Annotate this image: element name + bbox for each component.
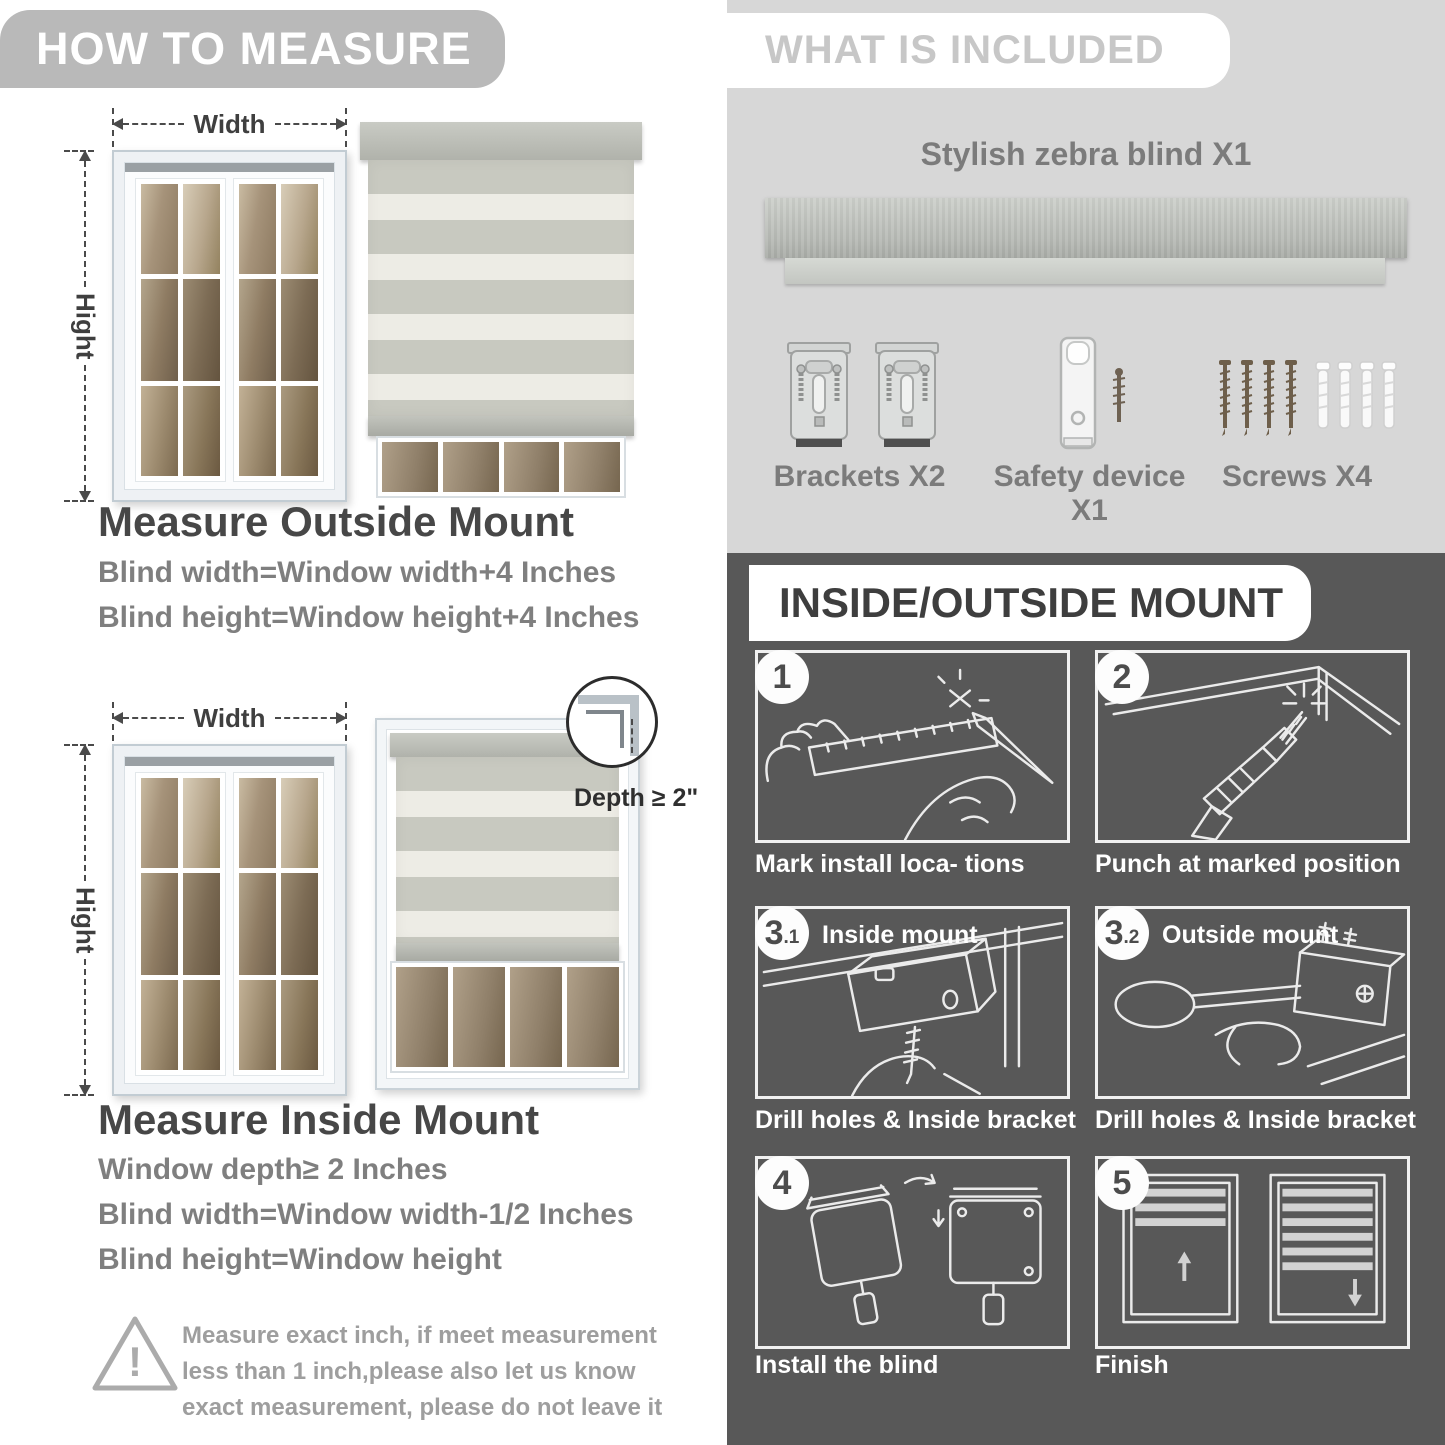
window-door-left xyxy=(135,178,226,482)
window-below-blind xyxy=(390,961,625,1073)
zebra-blind-cassette-image xyxy=(765,198,1407,258)
inside-mount-blind-figure xyxy=(375,718,640,1090)
zebra-stripes xyxy=(368,160,634,416)
width-arrow xyxy=(112,703,347,733)
window-illustration xyxy=(112,744,347,1096)
measure-warning-text: Measure exact inch, if meet measurement less than 1 inch,please also let us know exact measurement, please do not leave it xyxy=(182,1322,663,1421)
step-3-2-label: Outside mount xyxy=(1162,921,1339,949)
step-3-2-caption: Drill holes & Inside bracket xyxy=(1095,1106,1416,1134)
brackets-label: Brackets X2 xyxy=(773,460,946,493)
blind-cassette xyxy=(360,122,642,160)
screws-label: Screws X4 xyxy=(1221,460,1373,493)
height-arrow xyxy=(70,150,101,502)
safety-device-label: Safety device X1 xyxy=(993,460,1186,527)
what-is-included-banner-label: WHAT IS INCLUDED xyxy=(765,28,1165,72)
arrow-up-icon xyxy=(79,744,91,755)
step-5-caption: Finish xyxy=(1095,1351,1169,1379)
step-4-caption: Install the blind xyxy=(755,1351,939,1379)
step-2-badge: 2 xyxy=(1095,650,1149,704)
inside-formula-1: Window depth≥ 2 Inches xyxy=(98,1153,448,1186)
step-3-1-panel xyxy=(755,906,1070,1099)
inside-formula-2: Blind width=Window width-1/2 Inches xyxy=(98,1198,634,1231)
arrow-down-icon xyxy=(79,491,91,502)
how-to-measure-banner xyxy=(0,10,505,88)
step-1-caption: Mark install loca- tions xyxy=(755,850,1025,878)
inside-outside-mount-banner-label: INSIDE/OUTSIDE MOUNT xyxy=(779,579,1284,626)
inside-formula-3: Blind height=Window height xyxy=(98,1243,502,1276)
svg-text:!: ! xyxy=(128,1338,142,1385)
depth-label: Depth ≥ 2" xyxy=(574,784,699,812)
how-to-measure-banner-label: HOW TO MEASURE xyxy=(36,23,472,74)
arrow-up-icon xyxy=(79,150,91,161)
inside-outside-mount-banner xyxy=(749,565,1311,641)
window-lintel xyxy=(125,163,334,172)
window-door-left xyxy=(135,772,226,1076)
step-5-badge: 5 xyxy=(1095,1156,1149,1210)
width-label: Width xyxy=(193,109,266,139)
zebra-blind-cassette-lip xyxy=(785,258,1385,284)
height-label: Hight xyxy=(70,292,101,360)
window-door-right xyxy=(233,178,324,482)
what-is-included-banner xyxy=(727,13,1230,88)
window-below-blind xyxy=(376,436,626,498)
outside-mount-title: Measure Outside Mount xyxy=(98,498,575,545)
outside-formula-1: Blind width=Window width+4 Inches xyxy=(98,556,617,589)
step-3-1-caption: Drill holes & Inside bracket xyxy=(755,1106,1076,1134)
step-4-panel xyxy=(755,1156,1070,1349)
step-3-2-badge: 3 .2 xyxy=(1095,906,1149,960)
height-label: Hight xyxy=(70,886,101,954)
depth-callout-circle xyxy=(566,676,658,768)
screws-icon xyxy=(1205,348,1405,453)
step-1-badge: 1 xyxy=(755,650,809,704)
what-is-included-section xyxy=(727,0,1445,553)
warning-icon xyxy=(90,1312,180,1396)
window-door-right xyxy=(233,772,324,1076)
width-label: Width xyxy=(193,703,266,733)
arrow-down-icon xyxy=(79,1085,91,1096)
outside-mount-blind-figure xyxy=(360,112,642,504)
brackets-icon xyxy=(782,338,947,453)
height-arrow xyxy=(70,744,101,1096)
step-3-2-panel xyxy=(1095,906,1410,1099)
zebra-blind-item-label: Stylish zebra blind X1 xyxy=(920,136,1252,172)
step-1-panel xyxy=(755,650,1070,843)
inside-outside-mount-section xyxy=(727,553,1445,1445)
width-arrow xyxy=(112,109,347,139)
window-illustration xyxy=(112,150,347,502)
step-3-1-label: Inside mount xyxy=(822,921,978,949)
step-4-badge: 4 xyxy=(755,1156,809,1210)
inside-mount-window-figure xyxy=(60,702,355,1102)
step-2-panel xyxy=(1095,650,1410,843)
blind-bottom-rail xyxy=(396,943,619,961)
window-lintel xyxy=(125,757,334,766)
blind-bottom-rail xyxy=(368,416,634,436)
inside-mount-title: Measure Inside Mount xyxy=(98,1096,540,1143)
outside-mount-window-figure xyxy=(60,108,355,508)
step-5-panel xyxy=(1095,1156,1410,1349)
safety-device-icon xyxy=(1047,334,1142,454)
outside-formula-2: Blind height=Window height+4 Inches xyxy=(98,601,640,634)
step-3-1-badge: 3 .1 xyxy=(755,906,809,960)
step-2-caption: Punch at marked position xyxy=(1095,850,1401,878)
